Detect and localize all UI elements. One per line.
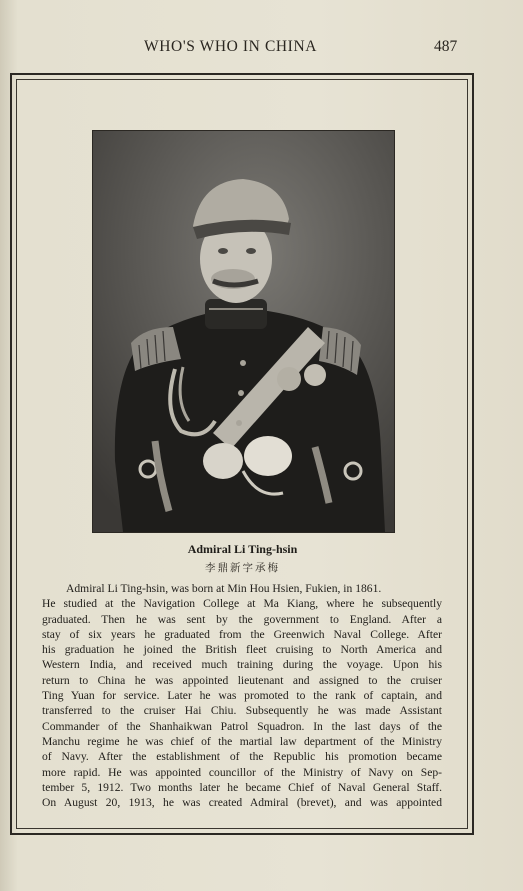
bio-line: Commander of the Shanhaikwan Patrol Squadron. In the last days of the [42,719,442,733]
running-head [0,38,523,58]
bio-line: He studied at the Navigation College at Ma Kiang, where he subsequently [42,597,442,611]
page-number: 487 [434,38,458,55]
bio-line: Manchu regime he was chief of the martial law department of the Ministry [42,734,442,748]
admiral-portrait-photo [92,130,395,533]
portrait-figure-illustration [93,131,394,532]
bio-line: transferred to the cruiser Hai Chiu. Subsequently he was made Assistant [42,704,442,718]
bio-line: stay of six years he graduated from the Greenwich Naval College. After [42,627,442,641]
chinese-name-caption: 李鼎新字承梅 [205,562,280,574]
bio-line: his graduation he joined the British fleet cruising to North America and [42,643,442,657]
bio-line: of Navy. After the establishment of the Republic his promotion became [42,750,442,764]
bio-line: tember 5, 1912. Two months later he became Chief of Naval General Staff. [42,780,442,794]
bio-line: Western India, and received much training during the voyage. Upon his [42,658,442,672]
bio-line: On August 20, 1913, he was created Admiral (brevet), and was appointed [42,796,442,810]
running-title: WHO'S WHO IN CHINA [144,38,318,55]
bio-line: Admiral Li Ting-hsin, was born at Min Hou Hsien, Fukien, in 1861. [66,582,382,595]
portrait-caption: Admiral Li Ting-hsin [187,542,298,556]
bio-line: Ting Yuan for service. Later he was promoted to the rank of captain, and [42,689,442,703]
biography-paragraph [42,581,442,810]
bio-line: graduated. Then he was sent by the government to England. After a [42,612,442,626]
bio-line: more rapid. He was appointed councillor of the Ministry of Navy on Sep- [42,765,442,779]
bio-line: return to China he was appointed lieutenant and assigned to the cruiser [42,673,442,687]
